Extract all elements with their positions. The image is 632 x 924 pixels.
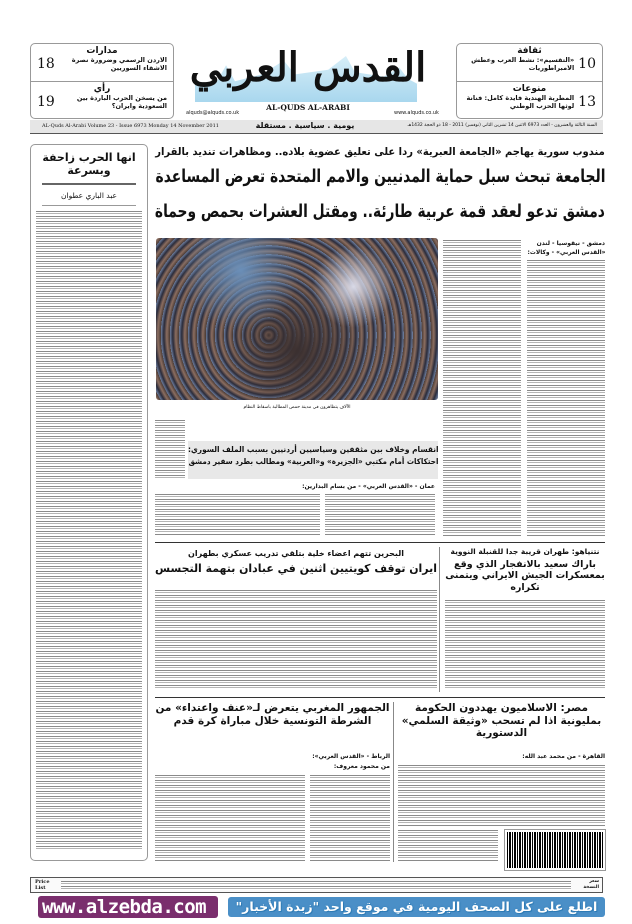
email-link[interactable]: alquds@alquds.co.uk — [186, 110, 240, 116]
iran-kicker: البحرين تتهم اعضاء خلية بتلقي تدريب عسكري بطهران — [188, 549, 404, 558]
teaser-section: رأي — [93, 84, 111, 94]
photo-caption: الآلاف يتظاهرون في مدينة حمص المطالبة باسقاط النظام — [243, 405, 351, 410]
iran-body — [155, 590, 437, 690]
lead-body-col-2 — [443, 240, 521, 536]
egypt-byline: القاهرة - من محمد عبد الله: — [522, 753, 605, 760]
teaser-page: 18 — [37, 56, 55, 72]
teaser-title: من يسخن الحرب الباردة بين السعودية وايران؟ — [76, 94, 167, 110]
morocco-author: من محمود معروف: — [333, 763, 390, 770]
jordan-body-col-1 — [325, 494, 435, 536]
opinion-author: عبد الباري عطوان — [61, 191, 117, 201]
price-list — [30, 877, 603, 893]
jordan-byline: عمان - «القدس العربي» - من بسام البدارين: — [270, 483, 435, 490]
morocco-byline: الرباط - «القدس العربي»: — [312, 753, 390, 760]
teaser-item[interactable] — [31, 82, 173, 110]
logo-english: AL-QUDS AL-ARABI — [266, 103, 350, 112]
teaser-section: منوعات — [512, 84, 547, 94]
jordan-headline-box[interactable] — [188, 441, 438, 479]
teaser-page: 19 — [37, 94, 55, 110]
lead-body-left — [155, 420, 185, 478]
price-label-ar: سعر النسخة — [583, 879, 599, 890]
netanyahu-body — [445, 600, 605, 690]
opinion-body — [36, 211, 142, 851]
teaser-page: 13 — [578, 94, 596, 110]
column-divider — [393, 702, 394, 862]
egypt-headline[interactable]: مصر: الاسلاميون يهددون الحكومة بمليونية اذا لم تسحب «وثيقة السلمي» الدستورية — [401, 702, 602, 740]
morocco-headline[interactable]: الجمهور المغربي يتعرض لـ«عنف واعتداء» من الشرطة التونسية خلال مباراة كرة قدم — [155, 702, 390, 727]
teaser-box-left — [30, 43, 174, 119]
tagline: يومية . سياسية . مستقلة — [255, 121, 355, 130]
teaser-section: ثقافة — [517, 46, 542, 56]
column-divider — [439, 547, 440, 692]
egypt-body-2 — [398, 830, 498, 862]
teaser-section: مدارات — [86, 46, 118, 56]
section-divider — [155, 542, 605, 543]
morocco-body-col-2 — [155, 775, 305, 862]
lead-byline: «القدس العربي» - وكالات: — [526, 249, 605, 256]
egypt-body — [398, 765, 605, 827]
teaser-page: 10 — [578, 56, 596, 72]
site-banner-text: اطلع على كل الصحف اليومية في موقع واحد "زبدة الأخبار" — [228, 897, 605, 917]
teaser-title: «التقسيم»: نشط العرب وعطش الامبراطوريات — [471, 56, 575, 72]
netanyahu-headline[interactable]: باراك سعيد بالانفجار الذي وقع بمعسكرات الجيش الايراني ويتمنى تكراره — [445, 559, 605, 593]
teaser-item[interactable] — [457, 82, 602, 110]
barcode — [505, 830, 605, 870]
opinion-title[interactable]: انها الحرب زاحفة وبسرعة — [42, 151, 136, 178]
edition-bar — [30, 120, 603, 134]
lead-dateline: دمشق - نيقوسيا - لندن — [536, 240, 605, 247]
netanyahu-kicker: نتنياهو: طهران قريبة جدا للقنبلة النووية — [450, 547, 600, 556]
logo-arabic: القدس العربي — [189, 44, 427, 91]
iran-headline[interactable]: ايران توقف كويتيين اثنين في عبادان بتهمة التجسس — [155, 562, 437, 575]
jordan-body-col-2 — [155, 494, 320, 536]
masthead-logo — [163, 42, 450, 114]
price-label-en: Price List — [35, 879, 50, 891]
teaser-title: الاردن الرسمي وضرورة نصرة الاشقاء السوريين — [71, 56, 167, 72]
teaser-title: المطربة الهندية فايدة كامل: فنانة لوثها الحزب الوطني — [466, 94, 575, 110]
site-banner-url[interactable]: www.alzebda.com — [38, 896, 218, 918]
teaser-item[interactable] — [31, 44, 173, 82]
morocco-body-col-1 — [310, 775, 390, 862]
edition-arabic: السنة الثالثة والعشرون - العدد 6973 الاثنين 14 تشرين الثاني (نوفمبر) 2011 - 18 ذو الحجة 1432هـ — [407, 123, 597, 128]
opinion-column — [30, 144, 148, 861]
teaser-item[interactable] — [457, 44, 602, 82]
edition-english: AL-Quds Al-Arabi Volume 23 - Issue 6973 Monday 14 November 2011 — [42, 123, 219, 129]
lead-kicker: مندوب سورية يهاجم «الجامعة العبرية» ردا على تعليق عضوية بلاده.. ومظاهرات تنديد بالقرار — [155, 146, 605, 158]
website-link[interactable]: www.alquds.co.uk — [394, 110, 439, 116]
section-divider — [155, 697, 605, 698]
jordan-headline-2: احتكاكات أمام مكتبي «الجزيرة» و«العربية» ومطالب بطرد سفير دمشق — [188, 457, 438, 467]
lead-headline-2[interactable]: دمشق تدعو لعقد قمة عربية طارئة.. ومقتل العشرات بحمص وحماة — [154, 202, 605, 222]
lead-body-col-1 — [527, 260, 605, 536]
lead-photo[interactable] — [156, 238, 438, 400]
price-rows — [61, 881, 571, 890]
jordan-headline-1: انقسام وخلاف بين مثقفين وسياسيين أردنيين بسبب الملف السوري: — [187, 445, 439, 454]
teaser-box-right — [456, 43, 603, 119]
lead-headline-1[interactable]: الجامعة تبحث سبل حماية المدنيين والامم المتحدة تعرض المساعدة — [155, 167, 605, 187]
